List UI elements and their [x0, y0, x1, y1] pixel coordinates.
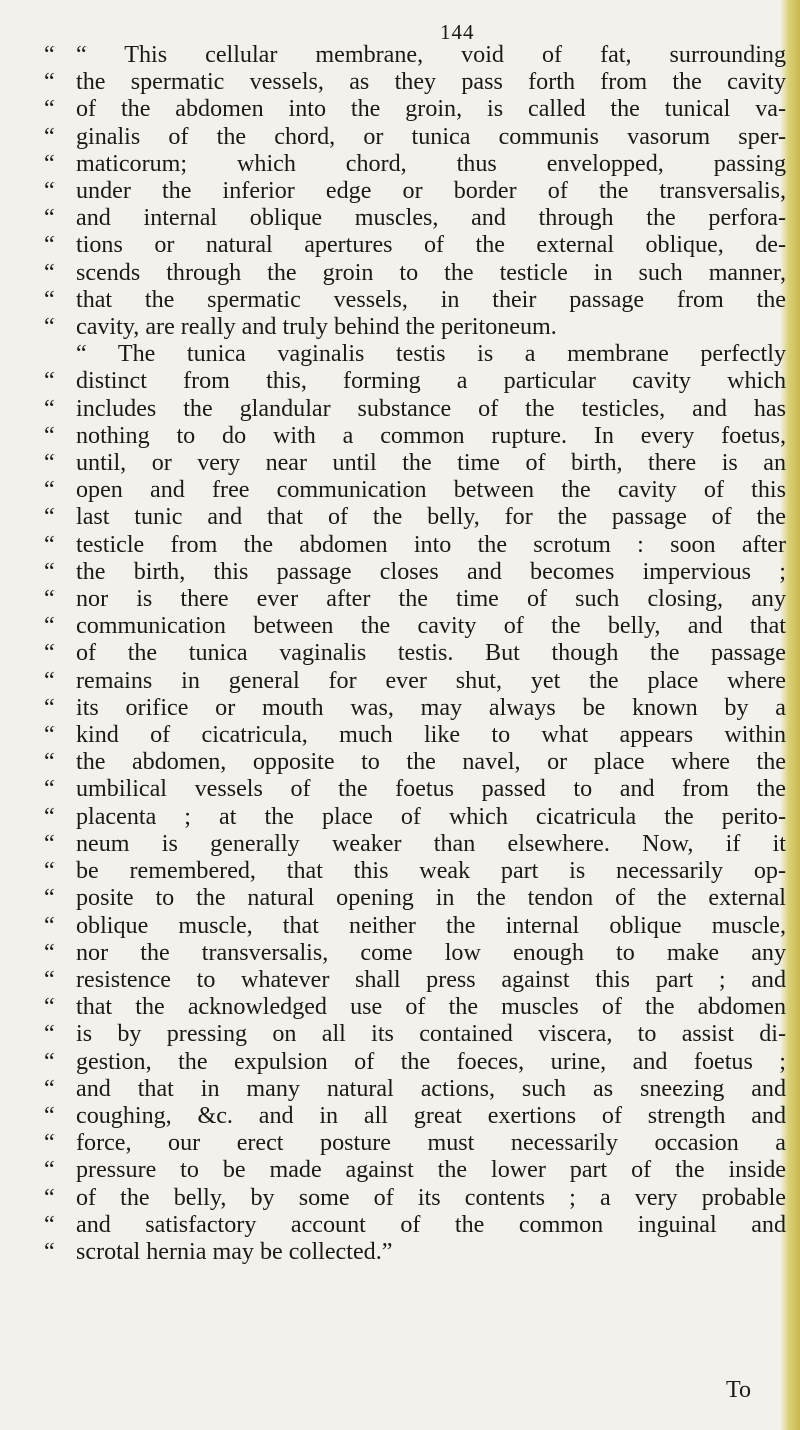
text-line	[44, 1157, 786, 1184]
line-text: the abdomen, opposite to the navel, or place where the	[76, 749, 786, 776]
line-quote-mark: “	[44, 69, 55, 96]
text-line	[44, 1021, 786, 1048]
line-text: of the belly, by some of its contents ; a very probable	[76, 1184, 786, 1211]
line-text: neum is generally weaker than elsewhere. Now, if it	[76, 830, 786, 857]
line-text: last tunic and that of the belly, for the passage of the	[76, 504, 786, 531]
line-text: tions or natural apertures of the external oblique, de-	[76, 232, 786, 259]
line-quote-mark: “	[44, 586, 55, 613]
text-line	[44, 559, 786, 586]
line-text: that the spermatic vessels, in their passage from the	[76, 286, 786, 313]
line-text: that the acknowledged use of the muscles of the abdomen	[76, 994, 786, 1021]
line-quote-mark: “	[44, 558, 55, 585]
line-text: “ The tunica vaginalis testis is a membrane perfectly	[76, 341, 786, 368]
line-text: umbilical vessels of the foetus passed to and from the	[76, 776, 786, 803]
text-line	[44, 42, 786, 69]
line-quote-mark: “	[44, 939, 55, 966]
text-line	[44, 967, 786, 994]
line-text: of the abdomen into the groin, is called the tunical va-	[76, 96, 786, 123]
line-text: nothing to do with a common rupture. In every foetus,	[76, 422, 786, 449]
line-text: oblique muscle, that neither the internal oblique muscle,	[76, 912, 786, 939]
text-line	[44, 504, 786, 531]
line-text: “ This cellular membrane, void of fat, surrounding	[76, 42, 786, 68]
text-line	[44, 885, 786, 912]
page-number: 144	[440, 20, 475, 44]
text-line	[44, 96, 786, 123]
line-text: open and free communication between the cavity of this	[76, 477, 786, 504]
text-line	[44, 1239, 786, 1266]
line-text: nor is there ever after the time of such closing, any	[76, 586, 786, 613]
line-text: and satisfactory account of the common inguinal and	[76, 1211, 786, 1238]
line-quote-mark: “	[44, 1021, 55, 1048]
line-quote-mark: “	[44, 178, 55, 205]
line-text: posite to the natural opening in the tendon of the external	[76, 885, 786, 912]
line-quote-mark: “	[44, 830, 55, 857]
line-quote-mark: “	[44, 1238, 55, 1265]
text-line	[44, 749, 786, 776]
line-quote-mark: “	[44, 1075, 55, 1102]
line-text: the spermatic vessels, as they pass forth from the cavity	[76, 69, 786, 96]
line-quote-mark: “	[44, 1130, 55, 1157]
text-line	[44, 124, 786, 151]
line-text: scrotal hernia may be collected.”	[76, 1238, 393, 1265]
line-quote-mark: “	[44, 368, 55, 395]
text-line	[44, 913, 786, 940]
line-text: distinct from this, forming a particular cavity which	[76, 368, 786, 395]
line-text: testicle from the abdomen into the scrotum : soon after	[76, 531, 786, 558]
text-line	[44, 314, 786, 341]
line-quote-mark: “	[44, 1157, 55, 1184]
text-line	[44, 695, 786, 722]
text-line	[44, 586, 786, 613]
line-text: communication between the cavity of the belly, and that	[76, 613, 786, 640]
text-line	[44, 640, 786, 667]
text-line	[44, 450, 786, 477]
line-quote-mark: “	[44, 96, 55, 123]
line-text: under the inferior edge or border of the transversalis,	[76, 178, 786, 205]
line-quote-mark: “	[44, 694, 55, 721]
line-quote-mark: “	[44, 803, 55, 830]
catchword: To	[726, 1377, 751, 1403]
line-text: resistence to whatever shall press against this part ; and	[76, 966, 786, 993]
line-quote-mark: “	[44, 477, 55, 504]
text-line	[44, 858, 786, 885]
body-text	[44, 42, 786, 1266]
text-line	[44, 668, 786, 695]
line-quote-mark: “	[44, 912, 55, 939]
line-text: force, our erect posture must necessarily occasion a	[76, 1130, 786, 1157]
text-line	[44, 1212, 786, 1239]
line-quote-mark: “	[44, 259, 55, 286]
line-quote-mark: “	[44, 1184, 55, 1211]
line-text: and that in many natural actions, such as sneezing and	[76, 1075, 786, 1102]
line-quote-mark: “	[44, 1211, 55, 1238]
line-text: nor the transversalis, come low enough to make any	[76, 939, 786, 966]
line-quote-mark: “	[44, 966, 55, 993]
text-line	[44, 205, 786, 232]
text-line	[44, 831, 786, 858]
line-quote-mark: “	[44, 722, 55, 749]
text-line	[44, 1103, 786, 1130]
line-text: until, or very near until the time of birth, there is an	[76, 450, 786, 477]
text-line	[44, 232, 786, 259]
line-quote-mark: “	[44, 667, 55, 694]
text-line	[44, 804, 786, 831]
text-line	[44, 613, 786, 640]
line-text: its orifice or mouth was, may always be known by a	[76, 694, 786, 721]
line-quote-mark: “	[44, 205, 55, 232]
line-quote-mark: “	[44, 858, 55, 885]
line-quote-mark: “	[44, 504, 55, 531]
line-text: and internal oblique muscles, and through the perfora-	[76, 205, 786, 232]
line-quote-mark: “	[44, 150, 55, 177]
line-quote-mark: “	[44, 613, 55, 640]
text-line	[44, 477, 786, 504]
text-line	[44, 940, 786, 967]
line-quote-mark: “	[44, 232, 55, 259]
text-line	[44, 776, 786, 803]
text-line	[44, 994, 786, 1021]
text-line	[44, 368, 786, 395]
line-text: be remembered, that this weak part is necessarily op-	[76, 858, 786, 885]
line-quote-mark: “	[44, 42, 55, 68]
text-line	[44, 1130, 786, 1157]
line-text: scends through the groin to the testicle in such manner,	[76, 259, 786, 286]
line-text: cavity, are really and truly behind the peritoneum.	[76, 314, 557, 341]
line-quote-mark: “	[44, 640, 55, 667]
line-quote-mark: “	[44, 395, 55, 422]
text-line	[44, 287, 786, 314]
line-quote-mark: “	[44, 286, 55, 313]
text-line	[44, 178, 786, 205]
line-quote-mark: “	[44, 422, 55, 449]
line-quote-mark: “	[44, 450, 55, 477]
text-line	[44, 423, 786, 450]
line-text: remains in general for ever shut, yet the place where	[76, 667, 786, 694]
line-quote-mark: “	[44, 994, 55, 1021]
text-line	[44, 341, 786, 368]
line-text: the birth, this passage closes and becomes impervious ;	[76, 558, 786, 585]
line-text: placenta ; at the place of which cicatricula the perito-	[76, 803, 786, 830]
line-quote-mark: “	[44, 531, 55, 558]
text-line	[44, 1185, 786, 1212]
line-quote-mark: “	[44, 1048, 55, 1075]
line-text: coughing, &c. and in all great exertions of strength and	[76, 1102, 786, 1129]
line-text: includes the glandular substance of the testicles, and has	[76, 395, 786, 422]
text-line	[44, 1076, 786, 1103]
line-quote-mark: “	[44, 123, 55, 150]
line-quote-mark	[44, 341, 76, 368]
line-quote-mark: “	[44, 749, 55, 776]
line-quote-mark: “	[44, 314, 55, 341]
line-quote-mark: “	[44, 776, 55, 803]
text-line	[44, 722, 786, 749]
line-text: ginalis of the chord, or tunica communis vasorum sper-	[76, 123, 786, 150]
line-quote-mark: “	[44, 885, 55, 912]
line-quote-mark: “	[44, 1102, 55, 1129]
text-line	[44, 396, 786, 423]
line-text: maticorum; which chord, thus envelopped, passing	[76, 150, 786, 177]
line-text: pressure to be made against the lower part of the inside	[76, 1157, 786, 1184]
text-line	[44, 151, 786, 178]
text-line	[44, 532, 786, 559]
line-text: of the tunica vaginalis testis. But though the passage	[76, 640, 786, 667]
text-line	[44, 260, 786, 287]
text-line	[44, 69, 786, 96]
line-text: gestion, the expulsion of the foeces, urine, and foetus ;	[76, 1048, 786, 1075]
line-text: kind of cicatricula, much like to what appears within	[76, 722, 786, 749]
line-text: is by pressing on all its contained viscera, to assist di-	[76, 1021, 786, 1048]
text-line	[44, 1049, 786, 1076]
